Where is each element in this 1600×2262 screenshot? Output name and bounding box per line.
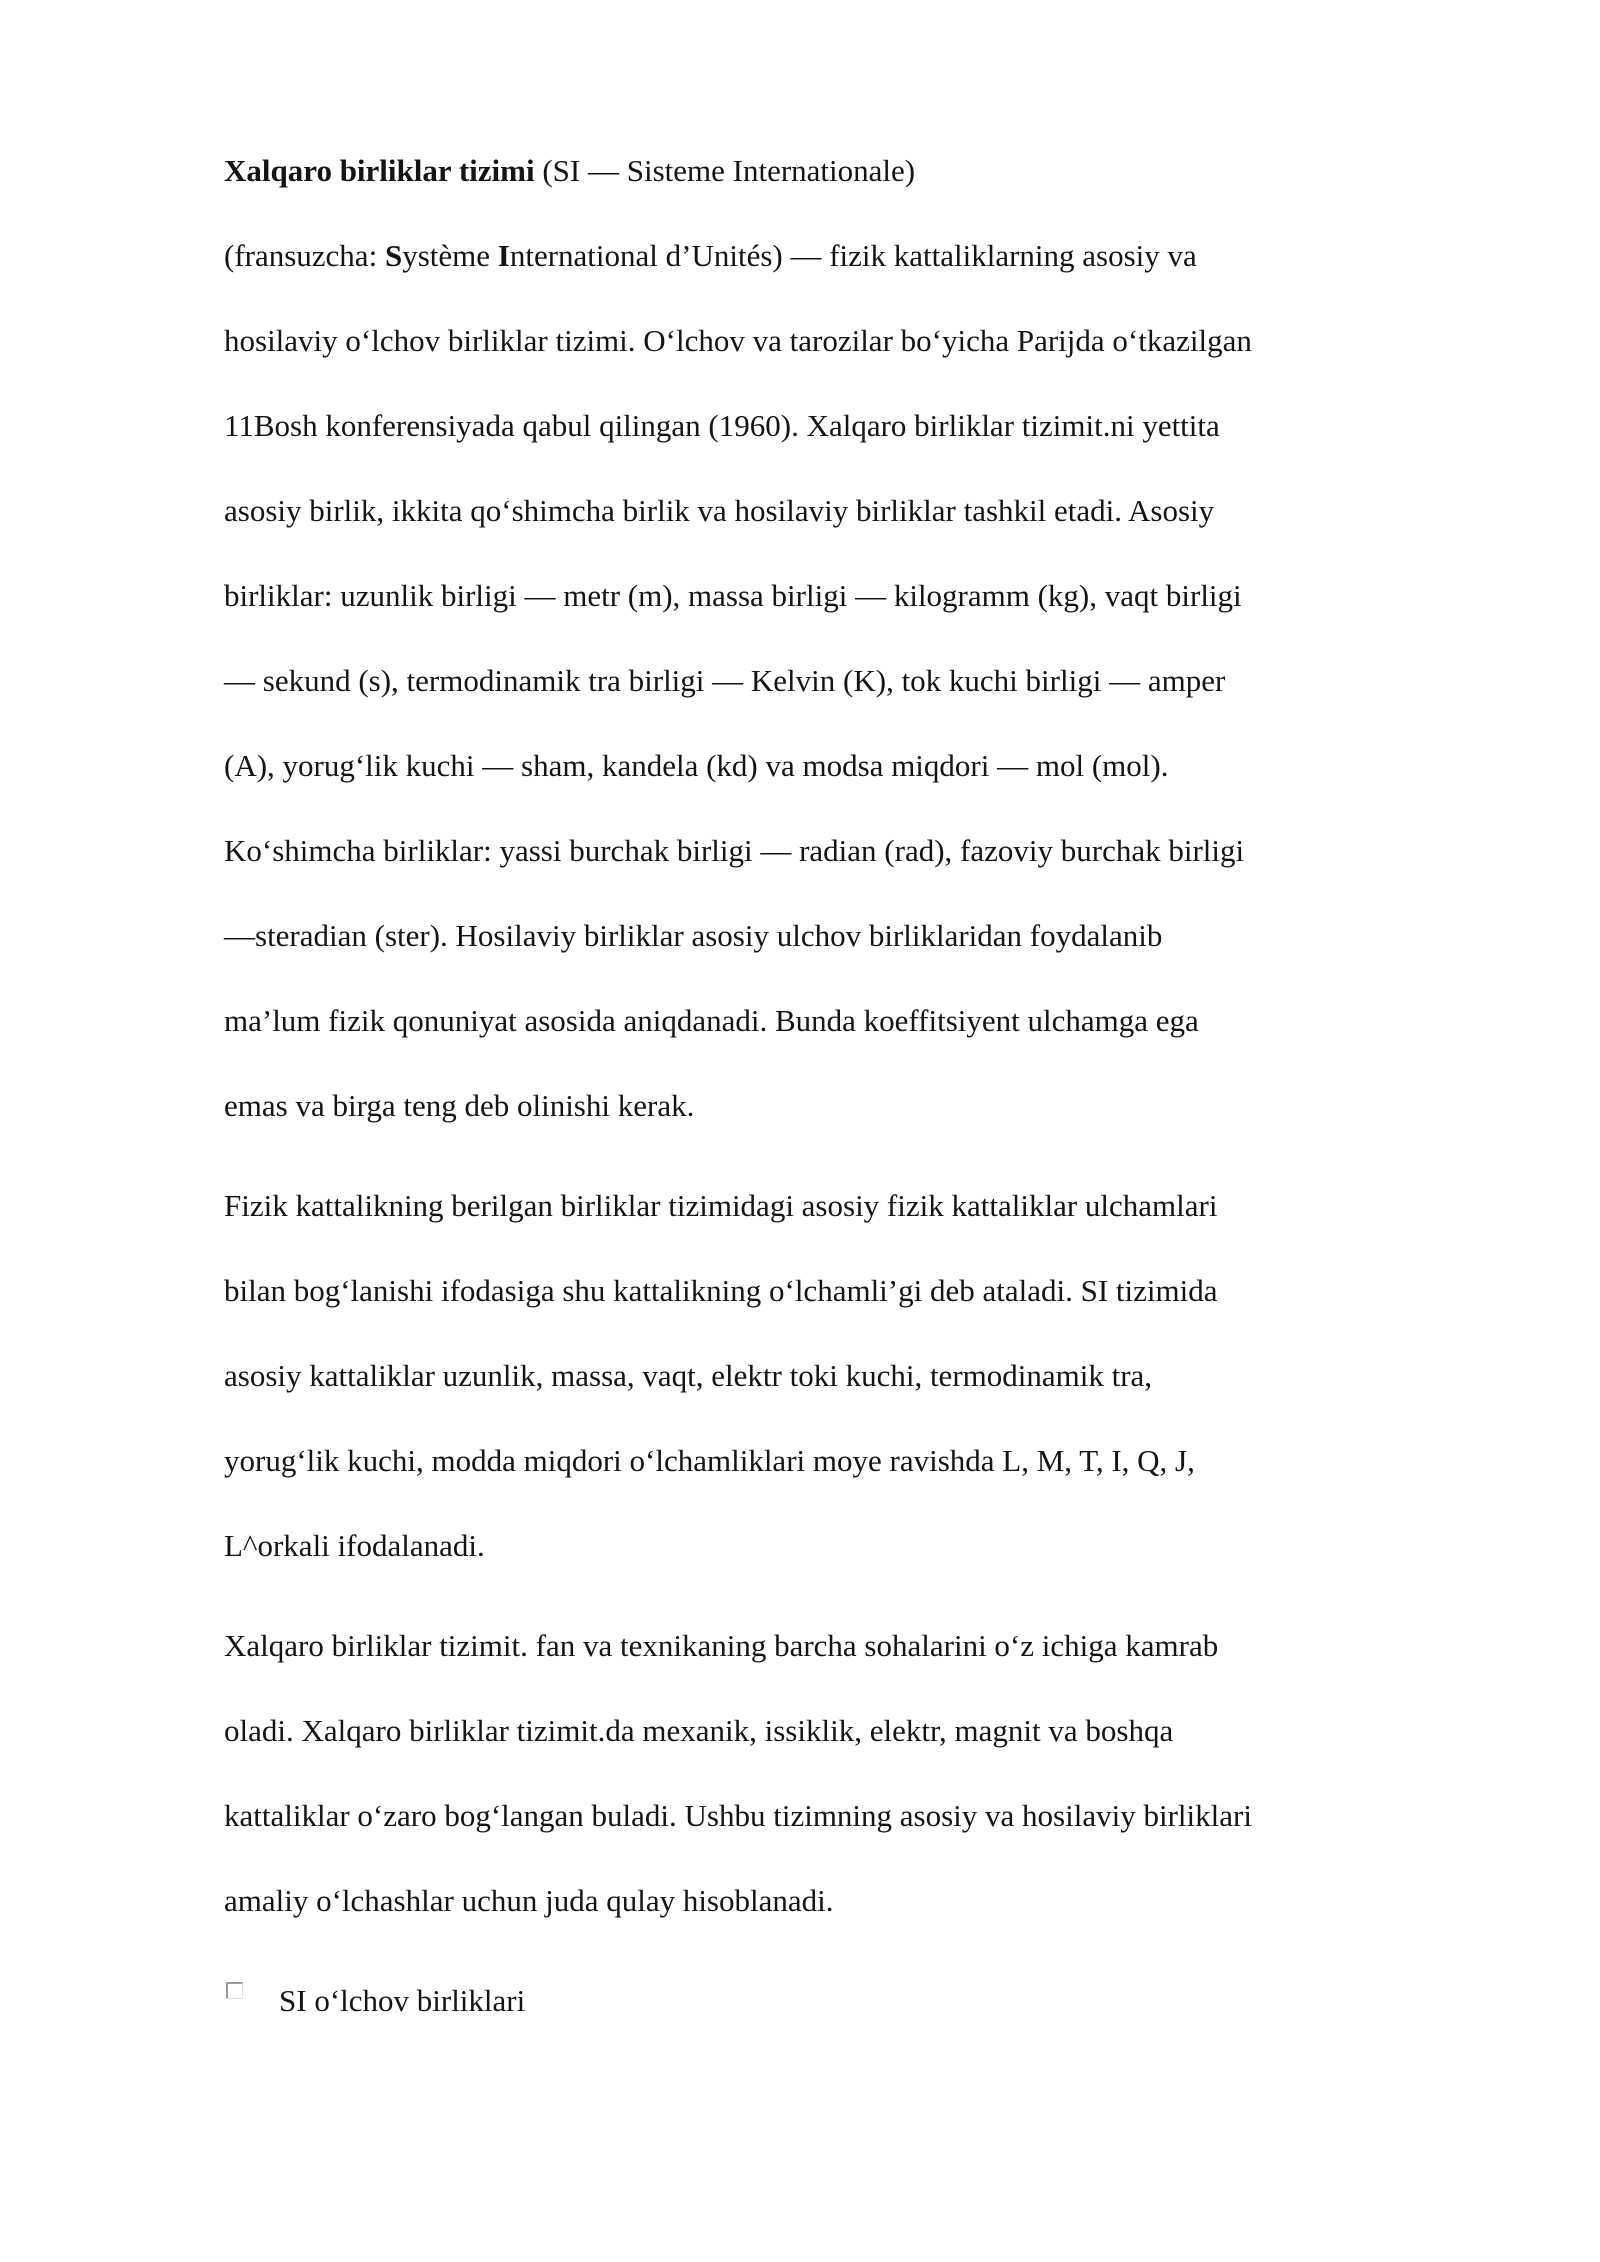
- text-segment: nternational d’Unités) — fizik kattaliklarning asosiy va: [509, 238, 1197, 273]
- text-line: 11Bosh konferensiyada qabul qilingan (1960). Xalqaro birliklar tizimit.ni yettita: [224, 408, 1220, 443]
- text-line: [224, 128, 1524, 213]
- text-line: bilan bog‘lanishi ifodasiga shu kattalikning o‘lchamli’gi deb ataladi. SI tizimida: [224, 1273, 1218, 1308]
- text-line: birliklar: uzunlik birligi — metr (m), massa birligi — kilogramm (kg), vaqt birligi: [224, 578, 1242, 613]
- text-line: —steradian (ster). Hosilaviy birliklar asosiy ulchov birliklaridan foydalanib: [224, 918, 1163, 953]
- list-item-label: SI o‘lchov birliklari: [279, 1983, 526, 2018]
- text-line: hosilaviy o‘lchov birliklar tizimi. O‘lchov va tarozilar bo‘yicha Parijda o‘tkazilgan: [224, 323, 1252, 358]
- document-body: [224, 128, 1524, 2043]
- text-line: ma’lum fizik qonuniyat asosida aniqdanadi. Bunda koeffitsiyent ulchamga ega: [224, 1003, 1199, 1038]
- text-line: Ko‘shimcha birliklar: yassi burchak birligi — radian (rad), fazoviy burchak birligi: [224, 833, 1245, 868]
- paragraph-dimension: [224, 1163, 1524, 1588]
- list-item: [224, 1958, 1524, 2043]
- text-line: oladi. Xalqaro birliklar tizimit.da mexanik, issiklik, elektr, magnit va boshqa: [224, 1713, 1174, 1748]
- text-line: emas va birga teng deb olinishi kerak.: [224, 1088, 695, 1123]
- text-line: yorug‘lik kuchi, modda miqdori o‘lchamliklari moye ravishda L, M, T, I, Q, J,: [224, 1443, 1195, 1478]
- text-line: Xalqaro birliklar tizimit. fan va texnikaning barcha sohalarini o‘z ichiga kamrab: [224, 1628, 1219, 1663]
- paragraph-definition: [224, 128, 1524, 1148]
- bold-letter: S: [384, 238, 403, 273]
- text-line: [224, 213, 1524, 298]
- text-segment: ystème: [402, 238, 498, 273]
- text-segment: (fransuzcha:: [224, 238, 385, 273]
- text-line: (A), yorug‘lik kuchi — sham, kandela (kd) va modsa miqdori — mol (mol).: [224, 748, 1169, 783]
- text-line: asosiy kattaliklar uzunlik, massa, vaqt, elektr toki kuchi, termodinamik tra,: [224, 1358, 1153, 1393]
- text-line: L^orkali ifodalanadi.: [224, 1528, 485, 1563]
- text-line: Fizik kattalikning berilgan birliklar tizimidagi asosiy fizik kattaliklar ulchamlari: [224, 1188, 1218, 1223]
- text-line: asosiy birlik, ikkita qo‘shimcha birlik va hosilaviy birliklar tashkil etadi. Asosiy: [224, 493, 1215, 528]
- bold-letter: I: [497, 238, 510, 273]
- paragraph-scope: [224, 1603, 1524, 1943]
- term-abbreviation: (SI — Sisteme Internationale): [534, 153, 916, 188]
- text-line: — sekund (s), termodinamik tra birligi — Kelvin (K), tok kuchi birligi — amper: [224, 663, 1226, 698]
- checkbox-icon: [226, 1982, 243, 1999]
- text-line: kattaliklar o‘zaro bog‘langan buladi. Ushbu tizimning asosiy va hosilaviy birliklari: [224, 1798, 1252, 1833]
- text-line: amaliy o‘lchashlar uchun juda qulay hisoblanadi.: [224, 1883, 834, 1918]
- term-heading: Xalqaro birliklar tizimi: [224, 153, 535, 188]
